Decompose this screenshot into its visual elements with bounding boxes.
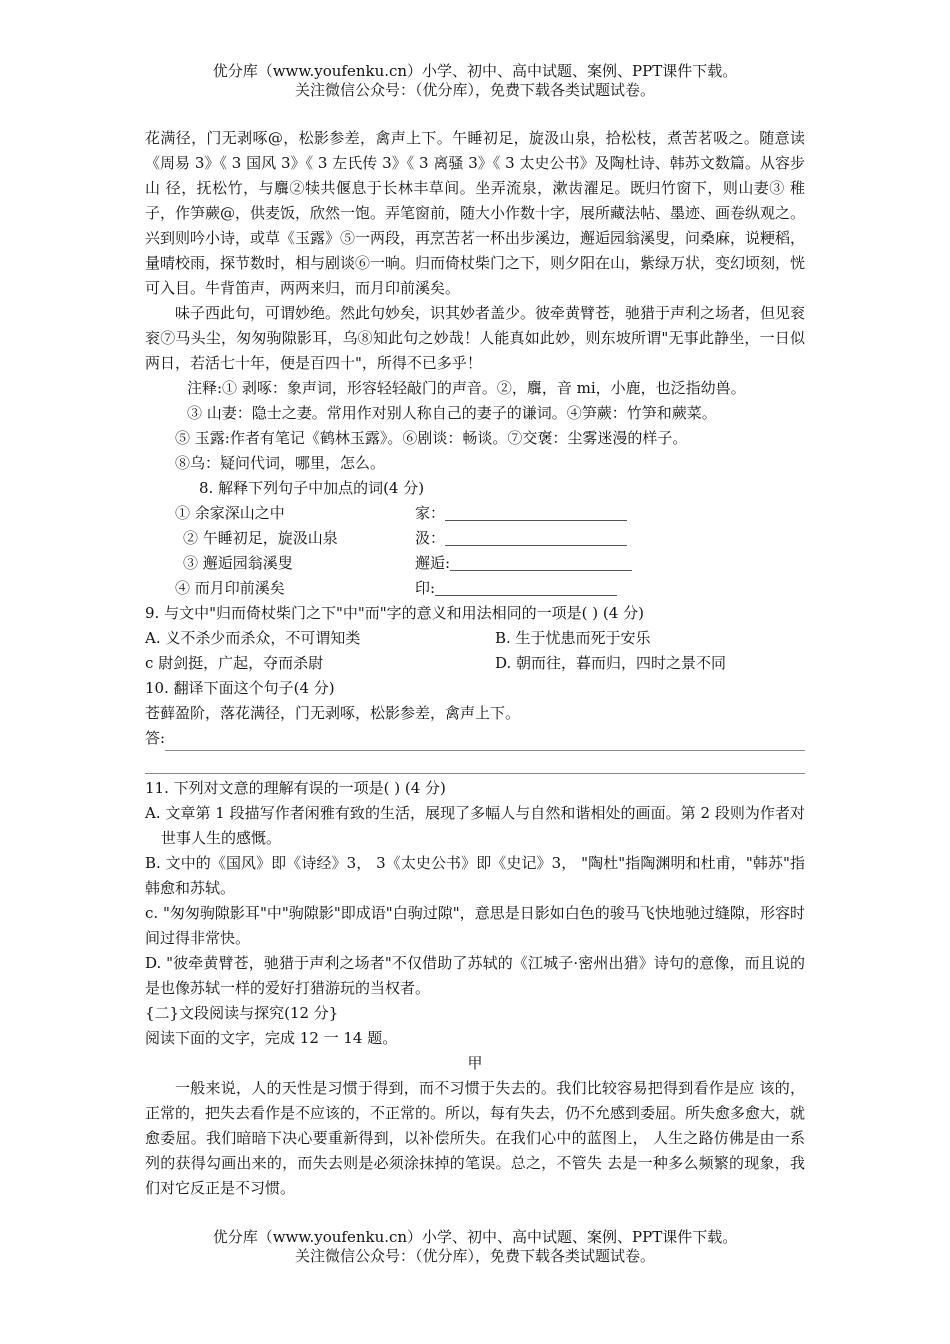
q8-answer-blank-3[interactable] [450,554,632,571]
q8-word-4: 印: [415,579,436,597]
q8-sentence-1: ① 余家深山之中 [175,504,285,522]
q8-answer-blank-4[interactable] [435,579,617,596]
page-header [0,62,950,100]
note-line-1: 注释:① 剥啄：象声词，形容轻轻敲门的声音。②，麛，音 mi，小鹿，也泛指幼兽。 [187,379,746,397]
q9-option-d[interactable]: D. 朝而往，暮而归，四时之景不同 [495,654,727,672]
question-8-title: 8. 解释下列句子中加点的词(4 分) [199,479,425,497]
q8-answer-blank-2[interactable] [445,529,627,546]
question-10-sentence: 苍藓盈阶，落花满径，门无剥啄，松影参差，禽声上下。 [145,704,521,722]
passage-paragraph-1: 花满径，门无剥啄@，松影参差，禽声上下。午睡初足，旋汲山泉，拾松枝，煮苦茗吸之。随意读《周易 3》《 3 国风 3》《 3 左氏传 3》《 3 离骚 3》《 3 太史公书》及陶杜诗、韩苏文数篇。从容步山 径，抚松竹，与麛②犊共偃息于长林丰草间。坐弄流泉，漱齿濯足。既归竹窗下，则山妻③ 稚子，作笋蕨@，供麦饭，欣然一饱。弄笔窗前，随大小作数十字，展所藏法帖、墨迹、画卷纵观之。兴到则吟小诗，或草《玉露》⑤一两段，再烹苦茗一杯出步溪边，邂逅园翁溪叟，问桑麻，说粳稻，量晴校雨，探节数时，相与剧谈⑥一晌。归而倚杖柴门之下，则夕阳在山，紫绿万状，变幻顷刻，恍可入目。牛背笛声，两两来归，而月印前溪矣。 [145,129,806,297]
section-2-instruction: 阅读下面的文字，完成 12 一 14 题。 [145,1029,398,1047]
q8-sentence-2: ② 午睡初足，旋汲山泉 [183,529,338,547]
note-line-3: ⑤ 玉露:作者有笔记《鹤林玉露》。⑥剧谈：畅谈。⑦交褒：尘雾迷漫的样子。 [175,429,688,447]
q10-answer-line-1[interactable] [165,733,805,751]
q8-word-3: 邂逅: [415,554,451,572]
note-line-4: ⑧乌：疑问代词，哪里，怎么。 [175,454,386,472]
q9-option-b[interactable]: B. 生于忧患而死于安乐 [495,629,651,647]
q10-answer-label: 答: [145,729,166,747]
q11-option-d[interactable]: D. "彼牵黄臂苍，驰猎于声利之场者"不仅借助了苏轼的《江城子·密州出猎》诗句的意像，而且说的是也像苏轼一样的爱好打猎游玩的当权者。 [145,954,805,997]
question-11-title: 11. 下列对文意的理解有误的一项是( ) (4 分) [145,779,446,797]
q11-option-c[interactable]: c. "匆匆驹隙影耳"中"驹隙影"即成语"白驹过隙"，意思是日影如白色的骏马飞快地驰过缝隙，形容时间过得非常快。 [145,904,805,947]
document-body [145,126,805,1201]
q10-answer-line-2[interactable] [145,751,805,774]
q9-option-a[interactable]: A. 义不杀少而杀众，不可谓知类 [145,629,361,647]
q8-word-1: 家： [415,504,446,522]
header-line-1: 优分库（www.youfenku.cn）小学、初中、高中试题、案例、PPT课件下载。 [212,62,738,80]
q8-sentence-3: ③ 邂逅园翁溪叟 [183,554,293,572]
question-8-item [145,501,805,526]
q11-option-b[interactable]: B. 文中的《国风》即《诗经》3， 3《太史公书》即《史记》3， "陶杜"指陶渊明和杜甫，"韩苏"指韩愈和苏轼。 [145,854,805,897]
question-8-item [145,551,805,576]
q9-option-c[interactable]: c 尉剑挺，广起，夺而杀尉 [145,654,324,672]
q8-answer-blank-1[interactable] [445,504,627,521]
footer-line-1: 优分库（www.youfenku.cn）小学、初中、高中试题、案例、PPT课件下载。 [212,1228,738,1246]
page-footer [0,1228,950,1266]
question-10-title: 10. 翻译下面这个句子(4 分) [145,679,335,697]
question-8-item [145,526,805,551]
question-9-options-row-1 [145,626,805,651]
passage-paragraph-2: 味子西此句，可谓妙绝。然此句妙矣，识其妙者盖少。彼牵黄臂苍，驰猎于声利之场者，但见衮衮⑦马头尘，匆匆驹隙影耳，乌⑧知此句之妙哉！人能真如此妙，则东坡所谓"无事此静坐，一日似两日，若活七十年，便是百四十"，所得不已多乎！ [145,304,806,372]
q11-option-a[interactable]: A. 文章第 1 段描写作者闲雅有致的生活，展现了多幅人与自然和谐相处的画面。第 2 段则为作者对世事人生的感慨。 [145,804,805,847]
q8-word-2: 汲： [415,529,446,547]
header-line-2: 关注微信公众号：（优分库），免费下载各类试题试卷。 [294,81,655,99]
section-2-label: 甲 [467,1054,483,1072]
section-2-title: {二}文段阅读与探究(12 分} [145,1004,339,1022]
footer-line-2: 关注微信公众号：（优分库），免费下载各类试题试卷。 [294,1247,655,1265]
question-9-title: 9. 与文中"归而倚杖柴门之下"中"而"字的意义和用法相同的一项是( ) (4 分) [145,604,644,622]
question-8-item [145,576,805,601]
section-2-paragraph: 一般来说，人的天性是习惯于得到，而不习惯于失去的。我们比较容易把得到看作是应 该的，正常的，把失去看作是不应该的，不正常的。所以，每有失去，仍不允感到委屈。所失愈多愈大，就愈委屈。我们暗暗下决心要重新得到，以补偿所失。在我们心中的蓝图上， 人生之路仿佛是由一系列的获得勾画出来的，而失去则是必须涂抹掉的笔误。总之，不管失 去是一种多么频繁的现象，我们对它反正是不习惯。 [145,1079,806,1197]
q8-sentence-4: ④ 而月印前溪矣 [175,579,285,597]
q10-answer-row [145,726,805,751]
note-line-2: ③ 山妻：隐士之妻。常用作对别人称自己的妻子的谦词。④笋蕨：竹笋和蕨菜。 [187,404,717,422]
question-9-options-row-2 [145,651,805,676]
